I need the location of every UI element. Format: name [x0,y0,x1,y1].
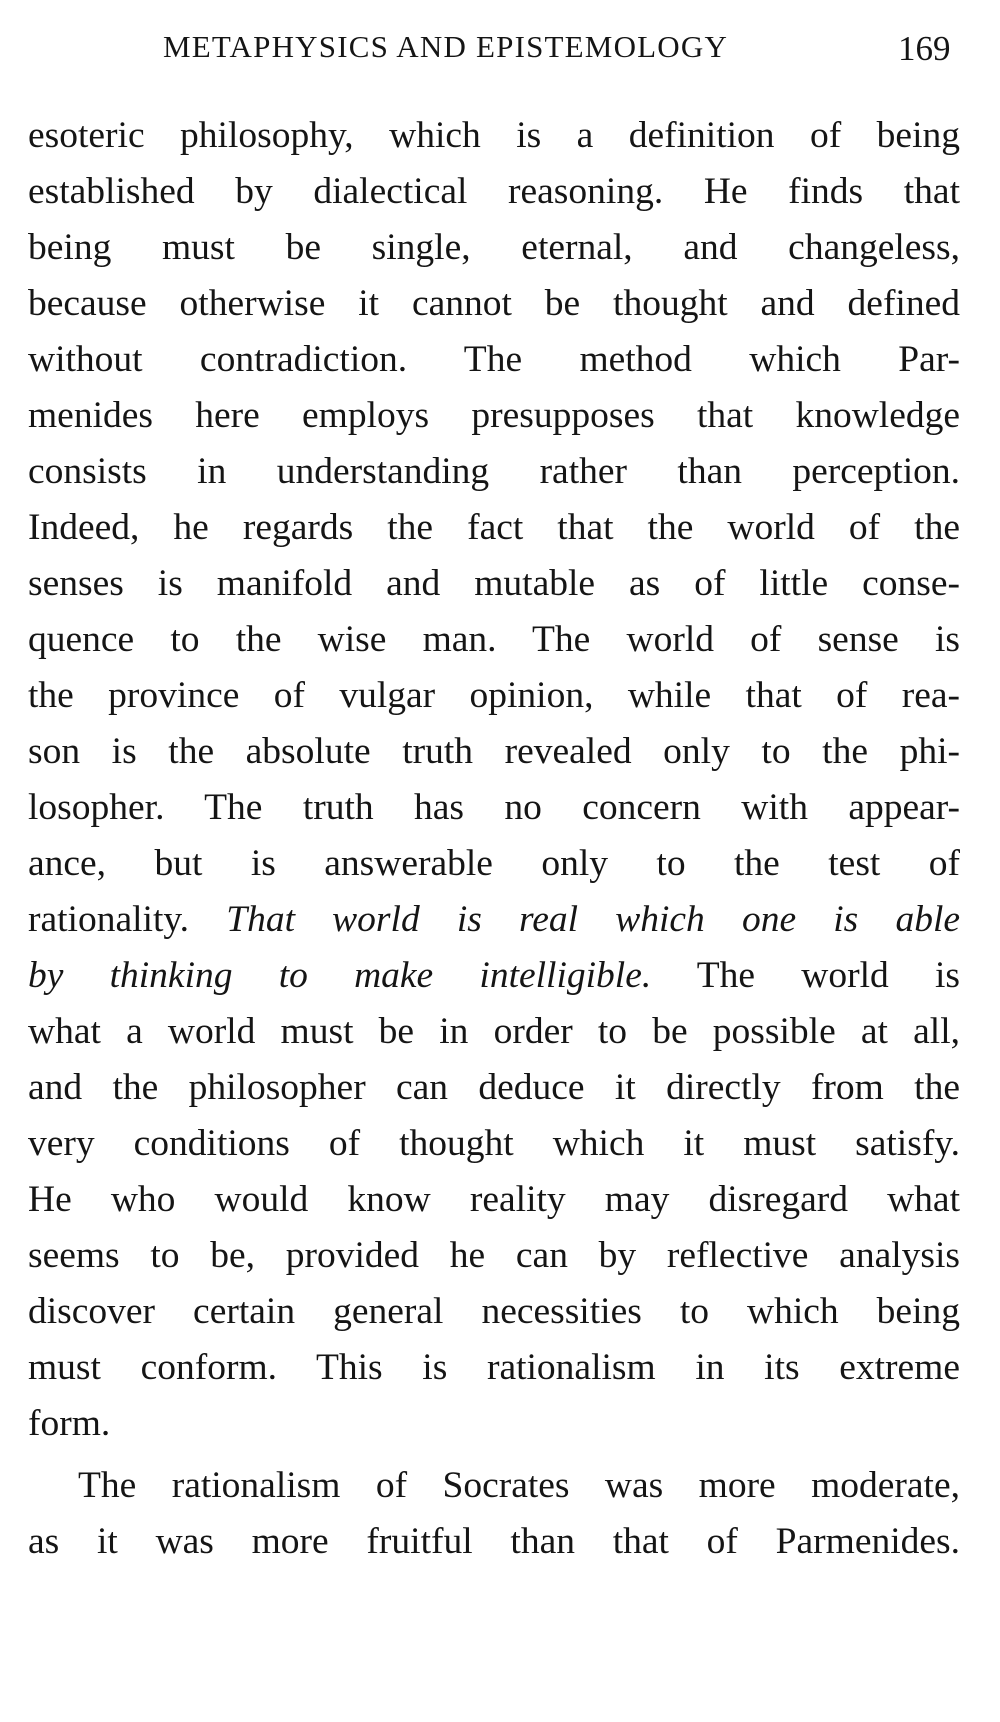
text-line [28,553,960,615]
text-line [28,1169,960,1231]
line-text: esoteric philosophy, which is a definition of being [28,115,960,156]
line-text: as it was more fruitful than that of Parmenides. [28,1521,960,1562]
text-line [28,777,960,839]
running-title: METAPHYSICS AND EPISTEMOLOGY [163,29,729,64]
text-line [28,329,960,391]
line-text: because otherwise it cannot be thought and defined [28,283,960,324]
text-line [28,217,960,279]
line-text: He who would know reality may disregard what [28,1179,960,1220]
text-line [28,889,960,951]
text-line [28,1113,960,1175]
line-text: The rationalism of Socrates was more moderate, [78,1465,960,1506]
text-line [28,1001,960,1063]
line-text: consists in understanding rather than perception. [28,451,960,492]
italic-emphasis: That world is real which one is able [226,899,961,940]
text-line [28,105,960,167]
italic-emphasis: by thinking to make intelligible. [28,955,652,996]
line-text: The world is [651,955,960,996]
line-text: quence to the wise man. The world of sense is [28,619,960,660]
text-line [28,1337,960,1399]
line-text: established by dialectical reasoning. He finds that [28,171,960,212]
text-line [28,1057,960,1119]
text-line [28,721,960,783]
line-text: son is the absolute truth revealed only to the phi- [28,731,960,772]
text-line [28,1281,960,1343]
line-text: rationality. [28,899,227,940]
text-line [28,945,960,1007]
line-text: the province of vulgar opinion, while that of rea- [28,675,960,716]
line-text: losopher. The truth has no concern with appear- [28,787,960,828]
text-line [28,833,960,895]
text-line [78,1455,960,1517]
text-line [28,273,960,335]
line-text: very conditions of thought which it must satisfy. [28,1123,960,1164]
running-head [0,24,1000,74]
line-text: discover certain general necessities to which being [28,1291,960,1332]
line-text: must conform. This is rationalism in its extreme [28,1347,960,1388]
line-text: form. [28,1403,111,1444]
line-text: being must be single, eternal, and changeless, [28,227,960,268]
line-text: menides here employs presupposes that knowledge [28,395,960,436]
paragraph-end-line [28,1393,960,1455]
line-text: without contradiction. The method which Par- [28,339,960,380]
text-line [28,161,960,223]
line-text: ance, but is answerable only to the test of [28,843,960,884]
line-text: senses is manifold and mutable as of little conse- [28,563,960,604]
text-line [28,1225,960,1287]
line-text: and the philosopher can deduce it directly from the [28,1067,960,1108]
text-line [28,665,960,727]
text-line [28,497,960,559]
line-text: seems to be, provided he can by reflective analysis [28,1235,960,1276]
text-line [28,1511,960,1573]
text-line [28,385,960,447]
line-text: what a world must be in order to be possible at all, [28,1011,960,1052]
line-text: Indeed, he regards the fact that the world of the [28,507,960,548]
text-line [28,441,960,503]
text-line [28,609,960,671]
page-number: 169 [898,29,951,68]
